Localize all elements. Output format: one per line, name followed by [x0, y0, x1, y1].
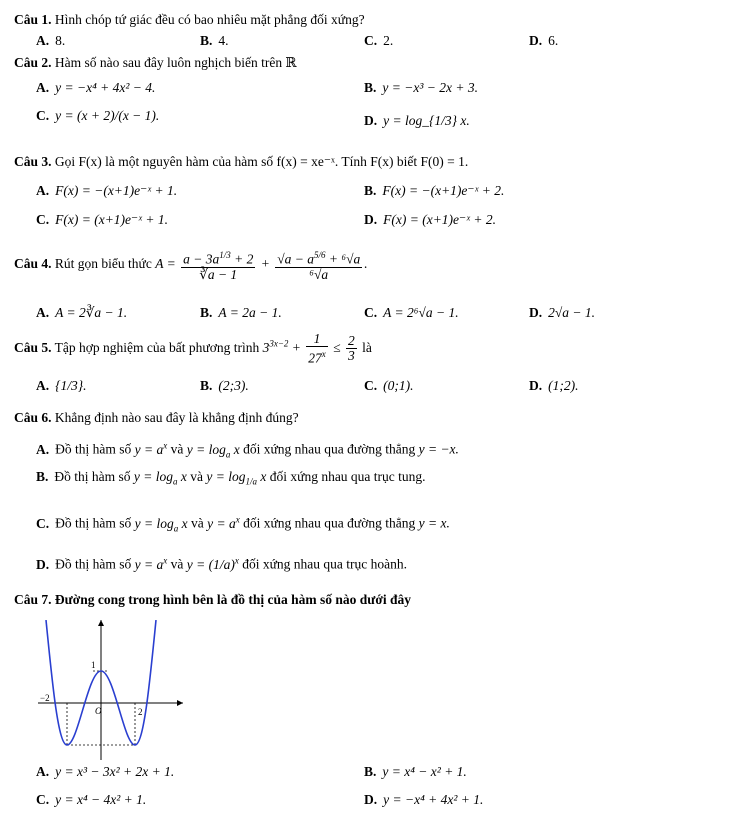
- q1-option-c[interactable]: [364, 33, 393, 49]
- option-text: y = −x⁴ + 4x² − 4.: [55, 80, 156, 95]
- question-tail: là: [362, 339, 372, 355]
- q4-option-d[interactable]: [529, 305, 595, 321]
- option-letter: C.: [364, 378, 378, 393]
- option-text: đối xứng nhau qua đường thẳng: [243, 441, 416, 457]
- q6-option-c[interactable]: [36, 514, 450, 533]
- option-text: đối xứng nhau qua trục hoành.: [242, 556, 407, 572]
- q1-option-a[interactable]: [36, 33, 65, 49]
- question-7: [14, 592, 411, 608]
- q7-option-b[interactable]: [364, 764, 467, 780]
- option-text: Đồ thị hàm số: [55, 515, 132, 531]
- q6-option-b[interactable]: [36, 469, 426, 487]
- q6-option-a[interactable]: [36, 440, 459, 459]
- option-text: y = (x + 2)/(x − 1).: [55, 108, 160, 123]
- option-text: F(x) = −(x+1)e⁻ˣ + 1.: [55, 183, 178, 198]
- option-text: y = x⁴ − x² + 1.: [382, 764, 467, 779]
- question-text: Hình chóp tứ giác đều có bao nhiêu mặt phẳng đối xứng?: [54, 12, 365, 27]
- question-label: Câu 7.: [14, 592, 52, 607]
- question-text: Khẳng định nào sau đây là khẳng định đúng?: [54, 410, 299, 425]
- question-text: Đường cong trong hình bên là đồ thị của hàm số nào dưới đây: [54, 592, 412, 607]
- q5-option-a[interactable]: [36, 378, 87, 394]
- origin-label: O: [95, 706, 102, 716]
- option-letter: D.: [364, 792, 378, 807]
- math: $y = a^x$: [207, 514, 240, 531]
- option-letter: B.: [200, 33, 213, 48]
- tick-label-x-neg: −2: [40, 693, 50, 703]
- option-letter: C.: [364, 305, 378, 320]
- q2-option-a[interactable]: [36, 80, 155, 96]
- option-text: Đồ thị hàm số: [55, 441, 132, 457]
- q1-option-d[interactable]: [529, 33, 558, 49]
- option-text: y = −x⁴ + 4x² + 1.: [383, 792, 484, 807]
- x-axis-arrow-icon: [177, 700, 183, 706]
- option-letter: A.: [36, 764, 50, 779]
- question-text: Gọi F(x) là một nguyên hàm của hàm số f(x) = xe⁻ˣ. Tính F(x) biết F(0) = 1.: [54, 154, 469, 169]
- math: $y = (1/a)^x$: [186, 555, 239, 572]
- question-label: Câu 1.: [14, 12, 52, 27]
- math: $y = \log_a x$: [134, 515, 188, 534]
- tick-label-y: 1: [91, 660, 96, 670]
- q7-option-d[interactable]: [364, 792, 483, 808]
- option-text: y = x⁴ − 4x² + 1.: [55, 792, 147, 807]
- option-letter: D.: [529, 33, 543, 48]
- option-letter: B.: [364, 183, 377, 198]
- question-4: [14, 248, 368, 282]
- q5-option-d[interactable]: [529, 378, 579, 394]
- option-text: A = 2∛a − 1.: [55, 305, 128, 320]
- option-text: và: [170, 556, 184, 572]
- option-letter: C.: [36, 515, 50, 531]
- tick-label-x-pos: 2: [138, 707, 143, 717]
- question-text: Tập hợp nghiệm của bất phương trình: [54, 339, 260, 355]
- math: y = x.: [418, 515, 450, 531]
- option-letter: A.: [36, 305, 50, 320]
- option-text: y = log_{1/3} x.: [383, 113, 470, 128]
- option-text: F(x) = (x+1)e⁻ˣ + 2.: [383, 212, 496, 227]
- math: $y = \log_{1/a} x$: [206, 469, 267, 487]
- math: $y = a^x$: [134, 440, 168, 457]
- option-text: (1;2).: [548, 378, 579, 393]
- expression-a: A = $\frac{a - 3a^{1/3} + 2}{∛a - 1}$ + $\frac{√a - a^{5/6} + ^6√a}{\text{⁶√a}}$ .: [155, 250, 368, 282]
- option-letter: D.: [364, 113, 378, 128]
- option-letter: D.: [364, 212, 378, 227]
- question-text: Rút gọn biểu thức: [54, 255, 152, 271]
- option-text: 8.: [55, 33, 66, 48]
- q3-option-b[interactable]: [364, 183, 504, 199]
- option-letter: C.: [36, 792, 50, 807]
- question-1: [14, 12, 365, 28]
- option-text: đối xứng nhau qua đường thẳng: [243, 515, 416, 531]
- q3-option-d[interactable]: [364, 212, 496, 228]
- q4-option-b[interactable]: [200, 305, 282, 321]
- option-text: y = −x³ − 2x + 3.: [382, 80, 478, 95]
- fraction: $\frac{1}{27^x}$: [308, 331, 326, 366]
- option-text: {1/3}.: [55, 378, 87, 393]
- option-text: và: [190, 515, 204, 531]
- option-letter: B.: [364, 80, 377, 95]
- option-text: F(x) = −(x+1)e⁻ˣ + 2.: [382, 183, 505, 198]
- option-text: 6.: [548, 33, 559, 48]
- q7-option-c[interactable]: [36, 792, 146, 808]
- option-text: A = 2⁶√a − 1.: [383, 305, 459, 320]
- option-letter: D.: [36, 556, 50, 572]
- question-text: Hàm số nào sau đây luôn nghịch biến trên ℝ: [54, 55, 297, 70]
- option-text: và: [190, 469, 203, 484]
- option-letter: B.: [200, 305, 213, 320]
- q5-option-c[interactable]: [364, 378, 414, 394]
- option-text: và: [170, 441, 184, 457]
- option-text: (0;1).: [383, 378, 414, 393]
- q6-option-d[interactable]: [36, 555, 407, 573]
- question-label: Câu 4.: [14, 255, 52, 271]
- question-5: [14, 332, 372, 366]
- option-text: F(x) = (x+1)e⁻ˣ + 1.: [55, 212, 168, 227]
- fraction: $\frac{2}{3}$: [347, 333, 355, 364]
- question-label: Câu 6.: [14, 410, 52, 425]
- option-text: (2;3).: [218, 378, 249, 393]
- option-text: 4.: [218, 33, 229, 48]
- option-text: Đồ thị hàm số: [54, 469, 131, 484]
- question-6: [14, 410, 299, 426]
- question-2: [14, 55, 297, 71]
- fraction: $\frac{√a - a^{5/6} + ^6√a}{\text{⁶√a}}$: [277, 250, 361, 282]
- q3-option-c[interactable]: [36, 212, 168, 228]
- function-graph: [38, 620, 183, 760]
- option-letter: A.: [36, 183, 50, 198]
- q2-option-b[interactable]: [364, 80, 478, 96]
- math: y = −x.: [418, 441, 459, 457]
- option-text: đối xứng nhau qua trục tung.: [269, 469, 426, 484]
- option-text: Đồ thị hàm số: [55, 556, 132, 572]
- math: $y = \log_a x$: [133, 469, 187, 487]
- option-letter: A.: [36, 33, 50, 48]
- option-letter: D.: [529, 305, 543, 320]
- option-text: 2√a − 1.: [548, 305, 596, 320]
- option-letter: B.: [200, 378, 213, 393]
- question-label: Câu 5.: [14, 339, 52, 355]
- y-axis-arrow-icon: [98, 620, 104, 626]
- option-letter: A.: [36, 378, 50, 393]
- option-text: y = x³ − 3x² + 2x + 1.: [55, 764, 175, 779]
- option-letter: D.: [529, 378, 543, 393]
- q2-option-d[interactable]: [364, 113, 470, 129]
- q4-option-c[interactable]: [364, 305, 459, 321]
- q3-option-a[interactable]: [36, 183, 177, 199]
- question-label: Câu 3.: [14, 154, 52, 169]
- option-letter: C.: [36, 212, 50, 227]
- option-letter: C.: [36, 108, 50, 123]
- q5-option-b[interactable]: [200, 378, 249, 394]
- option-letter: B.: [364, 764, 377, 779]
- math: $y = \log_a x$: [186, 441, 240, 460]
- q7-option-a[interactable]: [36, 764, 174, 780]
- q1-option-b[interactable]: [200, 33, 229, 49]
- inequality: $3^{3x-2}$ + $\frac{1}{27^x}$ ≤ $\frac{2}{3}$: [262, 331, 355, 366]
- option-letter: A.: [36, 441, 50, 457]
- option-letter: B.: [36, 469, 49, 484]
- option-text: A = 2a − 1.: [218, 305, 282, 320]
- q2-option-c[interactable]: [36, 108, 159, 124]
- q4-option-a[interactable]: [36, 305, 127, 321]
- question-3: [14, 154, 468, 170]
- option-letter: A.: [36, 80, 50, 95]
- question-label: Câu 2.: [14, 55, 52, 70]
- fraction: $\frac{a - 3a^{1/3} + 2}{∛a - 1}$: [183, 250, 254, 282]
- math: $y = a^x$: [134, 555, 168, 572]
- option-text: 2.: [383, 33, 394, 48]
- option-letter: C.: [364, 33, 378, 48]
